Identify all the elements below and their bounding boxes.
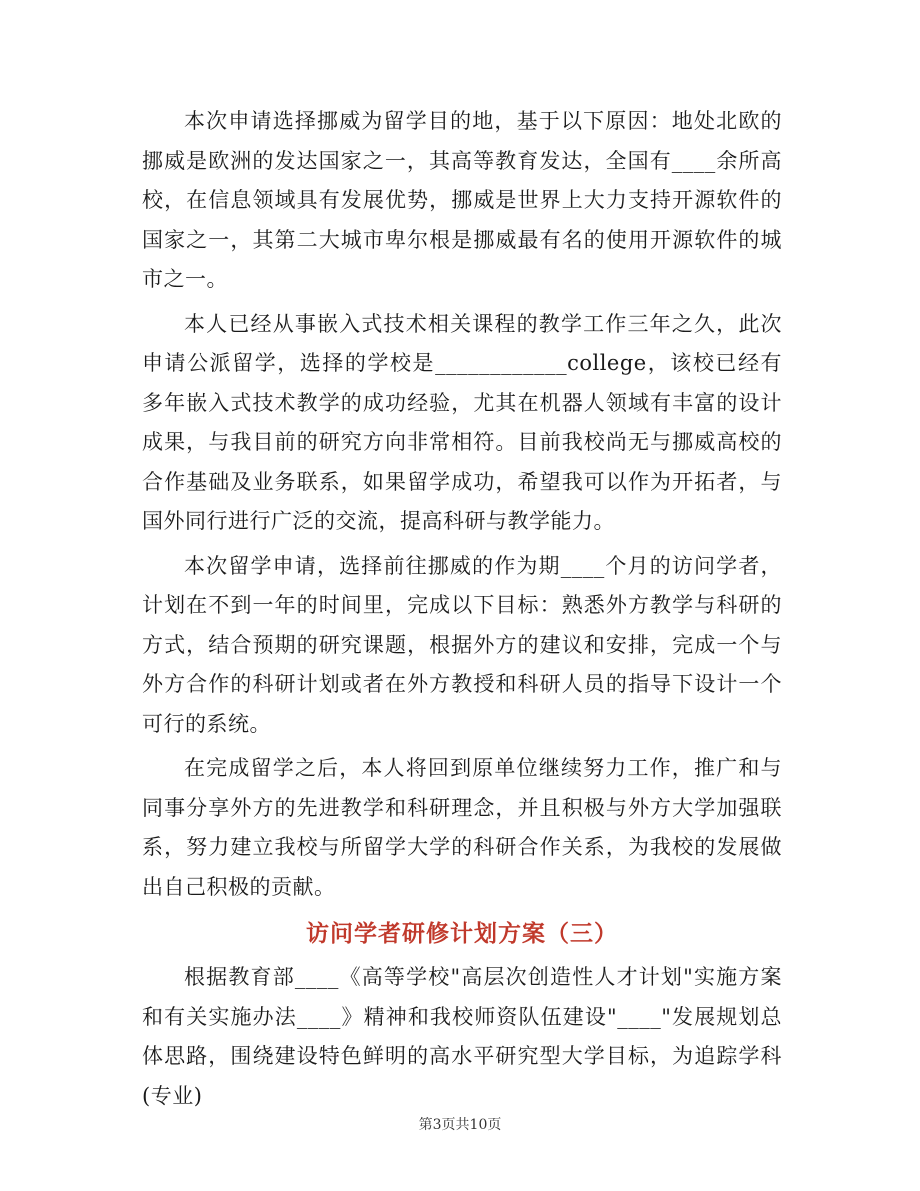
paragraph-reasons: 本次申请选择挪威为留学目的地，基于以下原因：地处北欧的挪威是欧洲的发达国家之一，其高等教育发达，全国有____余所高校，在信息领域具有发展优势，挪威是世界上大力支持开源软件的国家之一，其第二大城市卑尔根是挪威最有名的使用开源软件的城市之一。 [142,109,782,291]
document-body [142,102,782,1121]
paragraph-experience: 本人已经从事嵌入式技术相关课程的教学工作三年之久，此次申请公派留学，选择的学校是____________college，该校已经有多年嵌入式技术教学的成功经验，尤其在机器人领域有丰富的设计成果，与我目前的研究方向非常相符。目前我校尚无与挪威高校的合作基础及业务联系，如果留学成功，希望我可以作为开拓者，与国外同行进行广泛的交流，提高科研与教学能力。 [142,311,782,533]
paragraph-goals: 本次留学申请，选择前往挪威的作为期____个月的访问学者，计划在不到一年的时间里，完成以下目标：熟悉外方教学与科研的方式，结合预期的研究课题，根据外方的建议和安排，完成一个与外方合作的科研计划或者在外方教授和科研人员的指导下设计一个可行的系统。 [142,553,782,736]
section-title: 访问学者研修计划方案（三） [306,920,618,947]
paragraph-policy: 根据教育部____《高等学校"高层次创造性人才计划"实施方案和有关实施办法____》精神和我校师资队伍建设"____"发展规划总体思路，围绕建设特色鲜明的高水平研究型大学目标，为追踪学科(专业) [142,965,782,1108]
paragraph-after-study: 在完成留学之后，本人将回到原单位继续努力工作，推广和与同事分享外方的先进教学和科研理念，并且积极与外方大学加强联系，努力建立我校与所留学大学的科研合作关系，为我校的发展做出自己积极的贡献。 [142,756,782,899]
page-number: 第3页共10页 [418,1117,502,1133]
